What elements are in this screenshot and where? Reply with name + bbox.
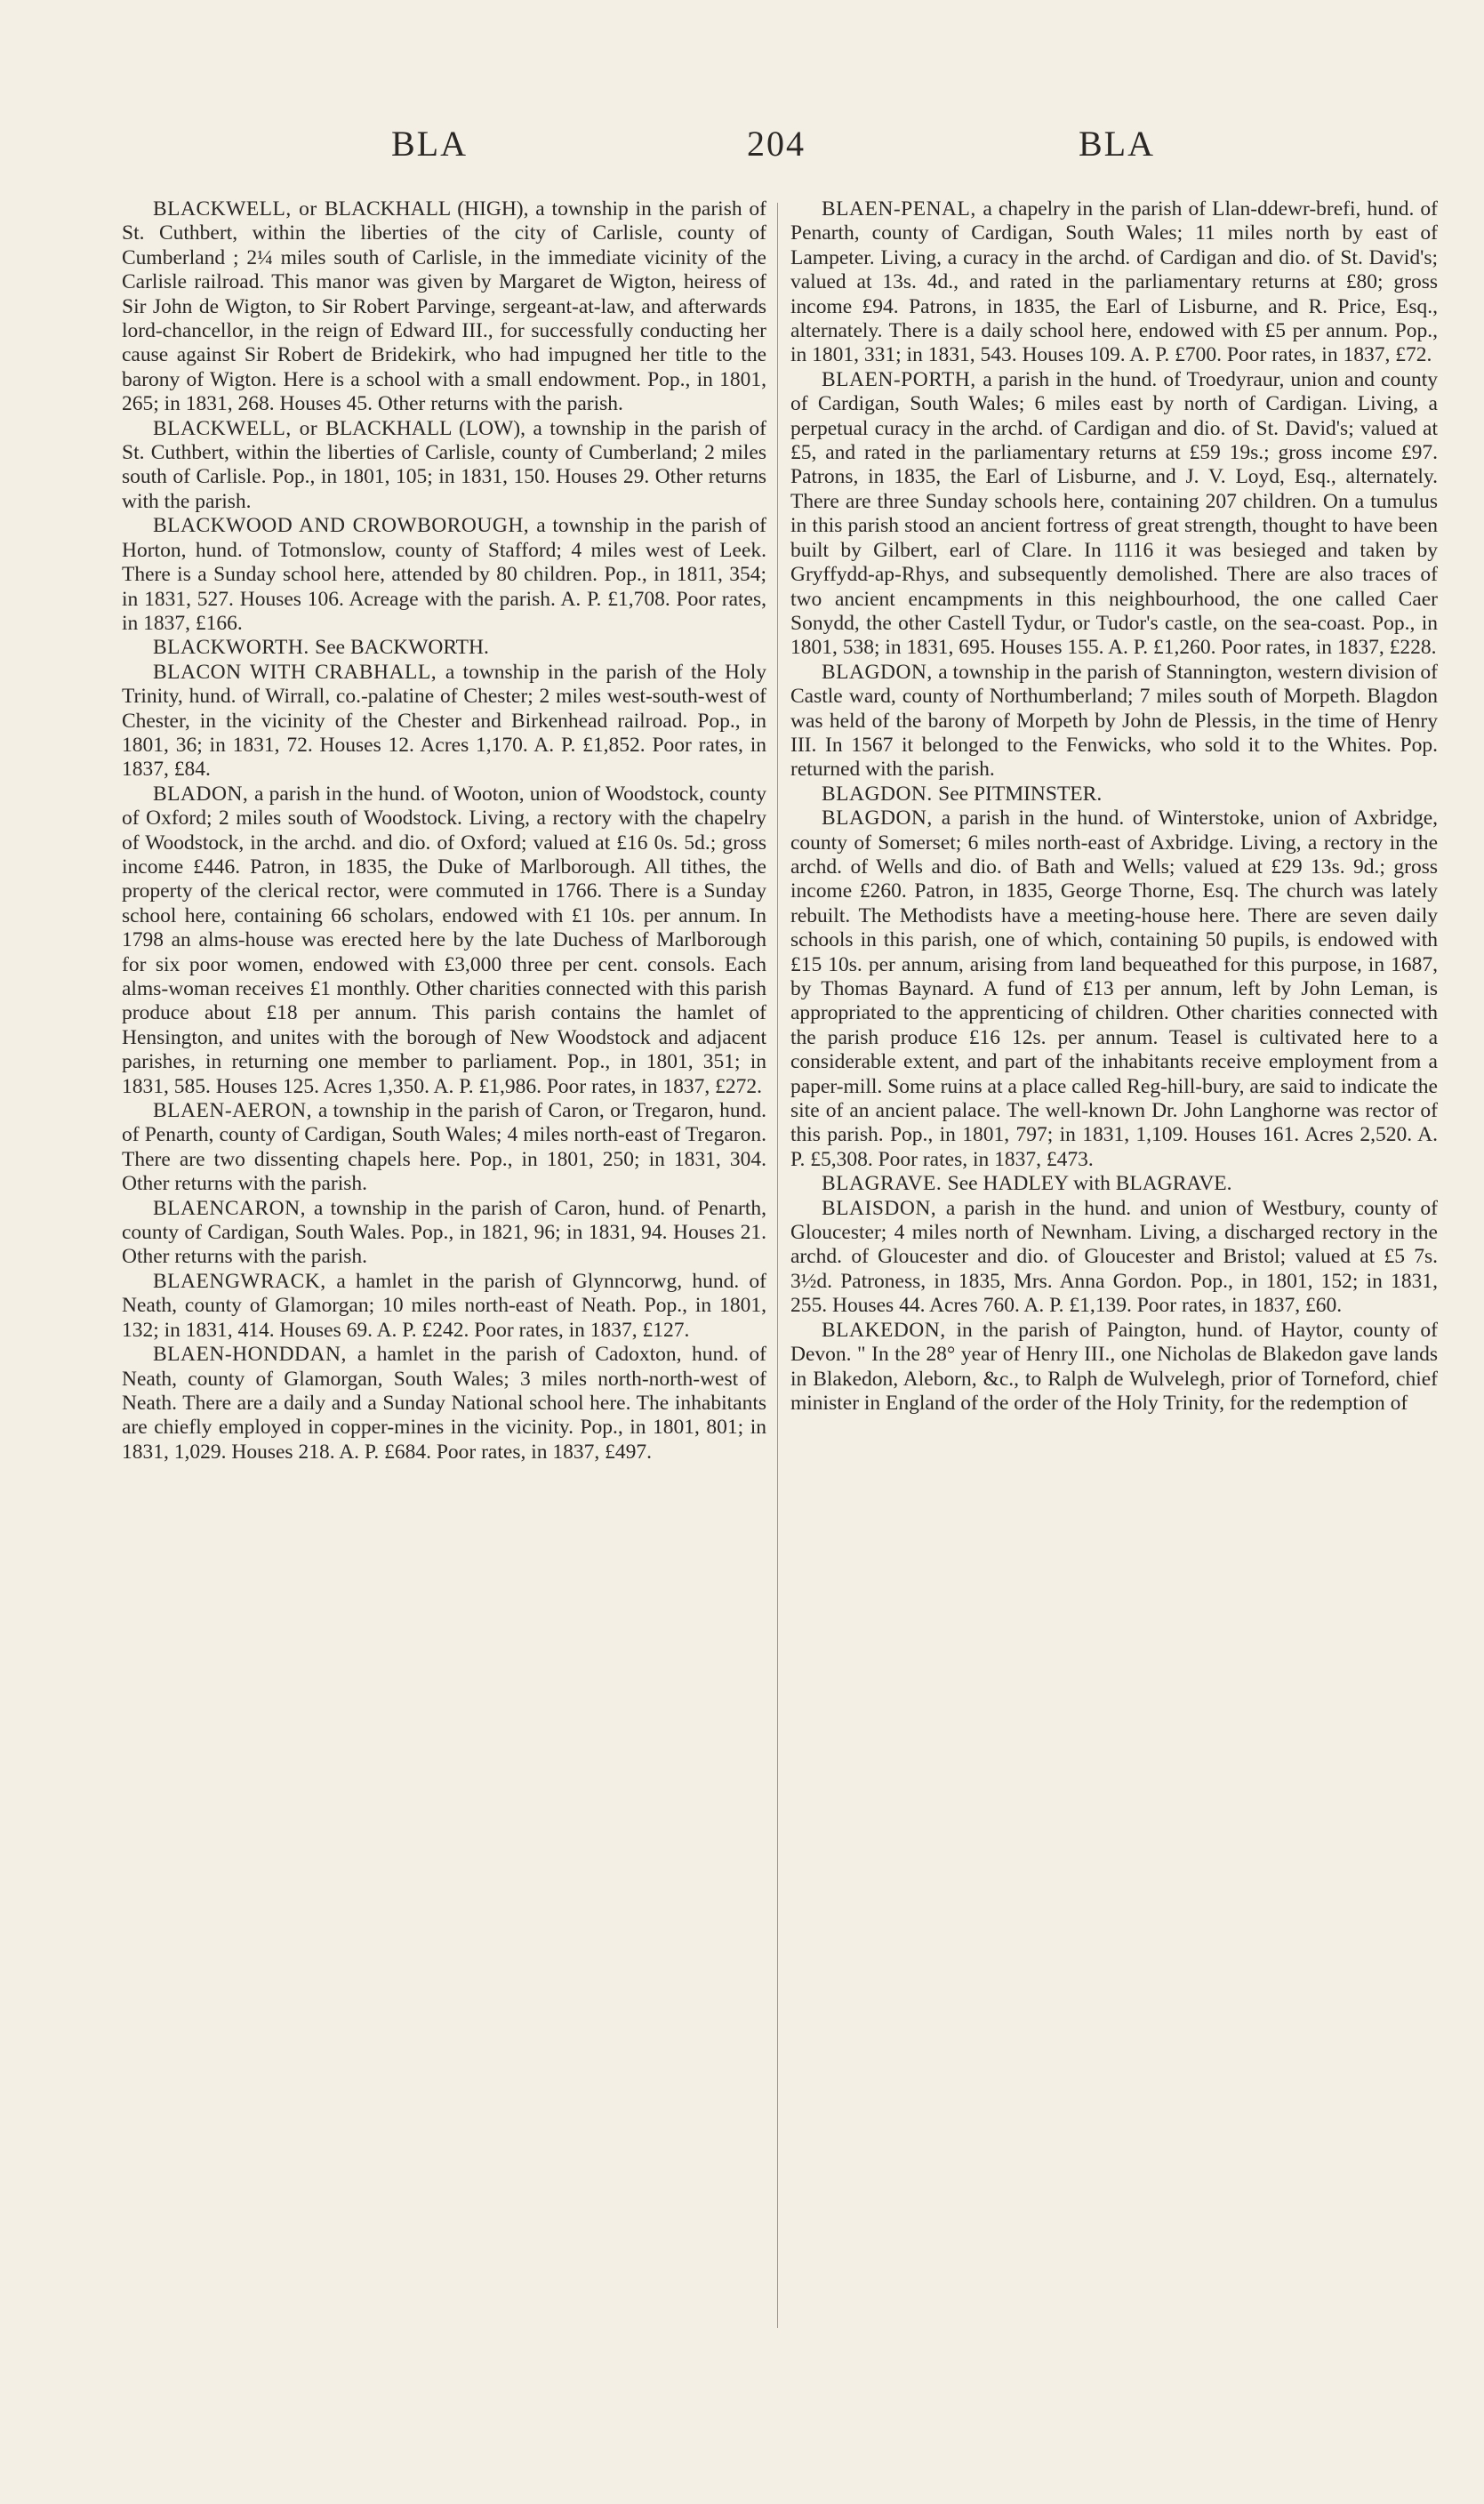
entry-headword: BLACKWOOD AND CROWBOROUGH, [153, 514, 537, 538]
entry-headword: BLAISDON, [822, 1196, 946, 1220]
page-number: 204 [747, 124, 806, 164]
gazetteer-entry [122, 1343, 766, 1465]
entry-headword: BLACKWELL, or [153, 416, 326, 440]
entry-text: a parish in the hund. and union of Westbury, county of Gloucester; 4 miles north of Newnham. Living, a discharged rectory in the archd. of Gloucester and dio. of Gloucester and Bristol; valued at £5 7s. 3½d. Patroness, in 1835, Mrs. Anna Gordon. Pop., in 1801, 152; in 1831, 255. Houses 44. Acres 760. A. P. £1,139. Poor rates, in 1837, £60. [790, 1196, 1439, 1318]
entry-headword: BLACKWORTH. [153, 636, 316, 660]
entry-text: a township in the parish of Horton, hund. of Totmonslow, county of Stafford; 4 miles west of Leek. There is a Sunday school here, attended by 80 children. Pop., in 1811, 354; in 1831, 527. Houses 106. Acreage with the parish. A. P. £1,708. Poor rates, in 1837, £166. [122, 514, 766, 635]
entry-text: See BACKWORTH. [315, 636, 489, 660]
entry-text: in the parish of Paington, hund. of Haytor, county of Devon. " In the 28° year of Henry III., one Nicholas de Blakedon gave lands in Blakedon, Aleborn, &c., to Ralph de Wulvelegh, prior of Torneford, chief minister in England of the order of the Holy Trinity, for the redemption of [790, 1318, 1438, 1415]
entry-text: a township in the parish of the Holy Trinity, hund. of Wirrall, co.-palatine of Chester; 2 miles west-south-west of Chester, in the vicinity of the Chester and Birkenhead railroad. Pop., in 1801, 36; in 1831, 72. Houses 12. Acres 1,170. A. P. £1,852. Poor rates, in 1837, £84. [122, 660, 767, 782]
entry-headword: BLAEN-HONDDAN, [153, 1343, 357, 1367]
right-column [790, 197, 1438, 1416]
entry-headword: BLACKWELL, or [153, 197, 325, 221]
gazetteer-entry [790, 1319, 1438, 1417]
entry-headword: BLAKEDON, [822, 1318, 957, 1342]
entry-text: a parish in the hund. of Winterstoke, union of Axbridge, county of Somerset; 6 miles north-east of Axbridge. Living, a rectory in the archd. of Wells and dio. of Bath and Wells; valued at £29 13s. 9d.; gross income £260. Patron, in 1835, George Thorne, Esq. The church was lately rebuilt. The Methodists have a meeting-house here. There are seven daily schools in this parish, one of which, containing 50 pupils, is endowed with £15 10s. per annum, arising from land bequeathed for this purpose, in 1687, by Thomas Baynard. A fund of £13 per annum, left by John Leman, is appropriated to the apprenticing of children. Other charities connected with the parish produce £16 12s. per annum. Teasel is cultivated here to a considerable extent, and part of the inhabitants receive employment from a paper-mill. Some ruins at a place called Reg-hill-bury, are said to indicate the site of an ancient palace. The well-known Dr. John Langhorne was rector of this parish. Pop., in 1801, 797; in 1831, 1,109. Houses 161. Acres 2,520. A. P. £5,308. Poor rates, in 1837, £473. [790, 807, 1438, 1171]
entry-headword: BLAGDON, [822, 660, 939, 684]
gazetteer-entry [790, 197, 1438, 368]
gazetteer-entry [122, 417, 766, 515]
entry-text: a township in the parish of Caron, hund. of Penarth, county of Cardigan, South Wales. Pop., in 1821, 96; in 1831, 94. Houses 21. Other returns with the parish. [122, 1196, 767, 1269]
entry-text: a township in the parish of Stannington, western division of Castle ward, county of Northumberland; 7 miles south of Morpeth. Blagdon was held of the barony of Morpeth by John de Plessis, in the time of Henry III. In 1567 it belonged to the Fenwicks, who sold it to the Whites. Pop. returned with the parish. [790, 660, 1438, 782]
entry-text: a township in the parish of Caron, or Tregaron, hund. of Penarth, county of Cardigan, South Wales; 4 miles north-east of Tregaron. There are two dissenting chapels here. Pop., in 1801, 250; in 1831, 304. Other returns with the parish. [122, 1099, 766, 1196]
gazetteer-entry [122, 197, 766, 417]
entry-text: See PITMINSTER. [938, 782, 1103, 806]
left-column [122, 197, 766, 1465]
entry-text: BLACKHALL (LOW), a township in the parish of St. Cuthbert, within the liberties of Carlisle, county of Cumberland; 2 miles south of Carlisle. Pop., in 1801, 105; in 1831, 150. Houses 29. Other returns with the parish. [122, 416, 766, 513]
entry-headword: BLAENCARON, [153, 1196, 314, 1220]
entry-headword: BLAGDON, [822, 807, 942, 831]
gazetteer-entry [122, 1099, 766, 1197]
entry-headword: BLAGRAVE. [822, 1172, 948, 1196]
gazetteer-entry [790, 1172, 1438, 1196]
gazetteer-entry [122, 514, 766, 636]
page-header [124, 123, 1414, 167]
entry-text: a parish in the hund. of Wooton, union of Woodstock, county of Oxford; 2 miles south of Woodstock. Living, a rectory with the chapelry of Woodstock, in the archd. and dio. of Oxford; valued at £16 0s. 5d.; gross income £446. Patron, in 1835, the Duke of Marlborough. All tithes, the property of the clerical rector, were commuted in 1766. There is a Sunday school here, containing 66 scholars, endowed with £1 10s. per annum. In 1798 an alms-house was erected here by the late Duchess of Marlborough for six poor women, endowed with £3,000 three per cent. consols. Each alms-woman receives £1 monthly. Other charities connected with this parish produce about £18 per annum. This parish contains the hamlet of Hensington, and unites with the borough of New Woodstock and adjacent parishes, in returning one member to parliament. Pop., in 1801, 351; in 1831, 585. Houses 125. Acres 1,350. A. P. £1,986. Poor rates, in 1837, £272. [122, 782, 766, 1098]
entry-text: See HADLEY with BLAGRAVE. [947, 1172, 1232, 1196]
entry-text: BLACKHALL (HIGH), a township in the parish of St. Cuthbert, within the liberties of the city of Carlisle, county of Cumberland ; 2¼ miles south of Carlisle, in the immediate vicinity of the Carlisle railroad. This manor was given by Margaret de Wigton, heiress of Sir John de Wigton, to Sir Robert Parvinge, sergeant-at-law, and afterwards lord-chancellor, in the reign of Edward III., for successfully conducting her cause against Sir Robert de Bridekirk, who had impugned her title to the barony of Wigton. Here is a school with a small endowment. Pop., in 1801, 265; in 1831, 268. Houses 45. Other returns with the parish. [122, 197, 766, 416]
entry-text: a parish in the hund. of Troedyraur, union and county of Cardigan, South Wales; 6 miles east by north of Cardigan. Living, a perpetual curacy in the archd. of Cardigan and dio. of St. David's; valued at £5, and rated in the parliamentary returns at £59 19s.; gross income £97. Patrons, in 1835, the Earl of Lisburne, and J. V. Loyd, Esq., alternately. There are three Sunday schools here, containing 207 children. On a tumulus in this parish stood an ancient fortress of great strength, thought to have been built by Gilbert, earl of Clare. In 1116 it was besieged and taken by Gryffydd-ap-Rhys, and subsequently demolished. There are also traces of two ancient encampments in this neighbourhood, the one called Caer Sonydd, the other Castell Tydur, or Tudor's castle, on the sea-coast. Pop., in 1801, 538; in 1831, 695. Houses 155. A. P. £1,260. Poor rates, in 1837, £228. [790, 367, 1438, 660]
entry-text: a hamlet in the parish of Glynncorwg, hund. of Neath, county of Glamorgan; 10 miles north-east of Neath. Pop., in 1801, 132; in 1831, 414. Houses 69. A. P. £242. Poor rates, in 1837, £127. [122, 1269, 766, 1342]
entry-headword: BLAGDON. [822, 782, 939, 806]
gazetteer-entry [122, 1270, 766, 1343]
gazetteer-entry [790, 368, 1438, 661]
gazetteer-entry [122, 782, 766, 1099]
entry-text: a hamlet in the parish of Cadoxton, hund. of Neath, county of Glamorgan, South Wales; 3 miles north-north-west of Neath. There are a daily and a Sunday National school here. The inhabitants are chiefly employed in copper-mines in the vicinity. Pop., in 1801, 801; in 1831, 1,029. Houses 218. A. P. £684. Poor rates, in 1837, £497. [122, 1343, 766, 1464]
gazetteer-entry [122, 661, 766, 782]
entry-headword: BLAENGWRACK, [153, 1269, 337, 1293]
entry-headword: BLACON WITH CRABHALL, [153, 660, 445, 684]
gazetteer-entry [790, 807, 1438, 1172]
entry-headword: BLAEN-AERON, [153, 1099, 318, 1123]
gazetteer-entry [122, 636, 766, 660]
entry-headword: BLAEN-PENAL, [822, 197, 983, 221]
gazetteer-entry [790, 1197, 1438, 1319]
entry-text: a chapelry in the parish of Llan-ddewr-brefi, hund. of Penarth, county of Cardigan, South Wales; 11 miles north by east of Lampeter. Living, a curacy in the archd. of Cardigan and dio. of St. David's; valued at 13s. 4d., and rated in the parliamentary returns at £80; gross income £94. Patrons, in 1835, the Earl of Lisburne, and R. Price, Esq., alternately. There is a daily school here, endowed with £5 per annum. Pop., in 1801, 331; in 1831, 543. Houses 109. A. P. £700. Poor rates, in 1837, £72. [790, 197, 1439, 367]
entry-headword: BLADON, [153, 782, 254, 806]
gazetteer-entry [790, 782, 1438, 807]
gazetteer-entry [790, 661, 1438, 782]
entry-headword: BLAEN-PORTH, [822, 367, 983, 391]
running-head-left: BLA [391, 124, 468, 164]
column-divider [777, 203, 778, 2328]
gazetteer-entry [122, 1197, 766, 1270]
running-head-right: BLA [1079, 124, 1155, 164]
